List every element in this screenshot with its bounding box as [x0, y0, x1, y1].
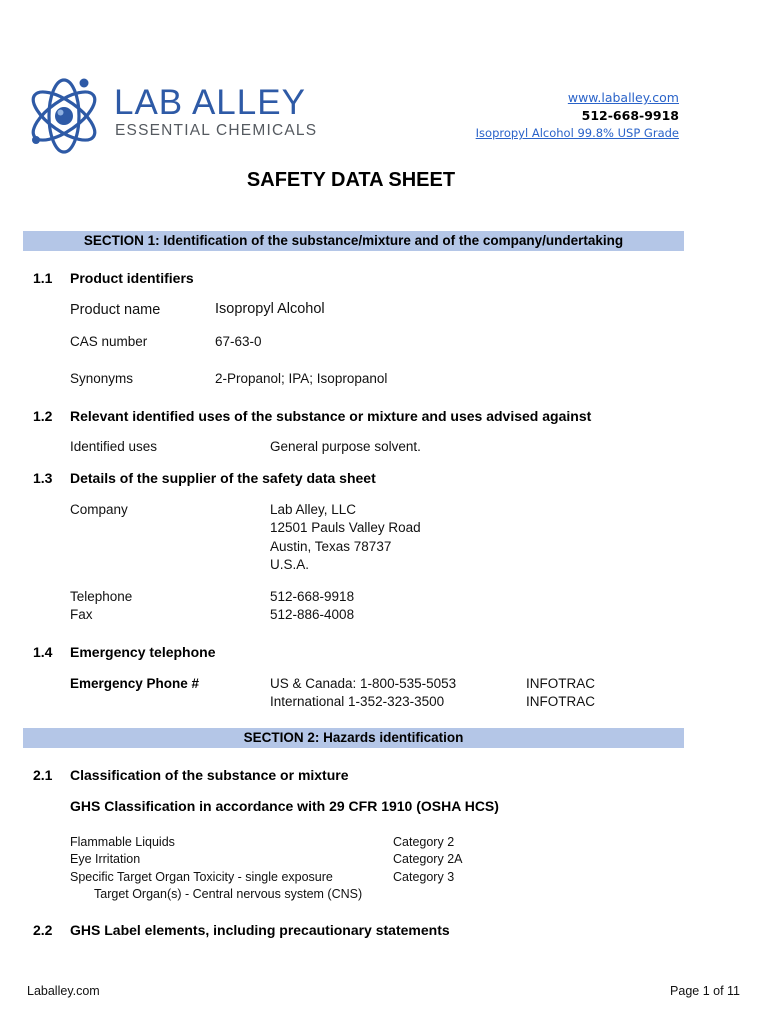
hazard-name: Flammable Liquids	[70, 835, 175, 849]
section-1-heading: SECTION 1: Identification of the substance/mixture and of the company/undertaking	[23, 231, 684, 251]
company-line: U.S.A.	[270, 557, 310, 572]
identified-uses-label: Identified uses	[70, 439, 158, 454]
subsection-title: Classification of the substance or mixture	[70, 767, 349, 783]
identified-uses-value: General purpose solvent.	[270, 439, 421, 454]
company-logo	[24, 70, 324, 162]
subsection-number: 1.1	[33, 270, 53, 286]
fax-value: 512-886-4008	[270, 607, 355, 622]
header-contact	[476, 90, 679, 140]
subsection-number: 1.4	[33, 644, 53, 660]
cas-value: 67-63-0	[215, 334, 262, 349]
telephone-value: 512-668-9918	[270, 589, 355, 604]
telephone-label: Telephone	[70, 589, 133, 604]
hazard-category: Category 3	[393, 870, 455, 884]
company-line: Austin, Texas 78737	[270, 539, 392, 554]
synonyms-label: Synonyms	[70, 371, 134, 386]
fax-label: Fax	[70, 607, 93, 622]
synonyms-value: 2-Propanol; IPA; Isopropanol	[215, 371, 388, 386]
website-link[interactable]: www.laballey.com	[567, 90, 679, 105]
header-phone: 512-668-9918	[581, 108, 679, 123]
company-line: Lab Alley, LLC	[270, 502, 357, 517]
subsection-number: 2.1	[33, 767, 53, 783]
subsection-number: 2.2	[33, 922, 53, 938]
emergency-phone-label: Emergency Phone #	[70, 676, 200, 691]
subsection-title: GHS Label elements, including precautionary statements	[70, 922, 450, 938]
footer-site: Laballey.com	[27, 984, 100, 998]
company-label: Company	[70, 502, 128, 517]
emergency-number: US & Canada: 1-800-535-5053	[270, 676, 457, 691]
hazard-name: Specific Target Organ Toxicity - single exposure	[70, 870, 333, 884]
company-line: 12501 Pauls Valley Road	[270, 520, 421, 535]
subsection-title: Product identifiers	[70, 270, 194, 286]
target-organ: Target Organ(s) - Central nervous system (CNS)	[94, 887, 363, 901]
product-name-value: Isopropyl Alcohol	[215, 301, 325, 317]
cas-label: CAS number	[70, 334, 148, 349]
subsection-number: 1.3	[33, 470, 53, 486]
hazard-category: Category 2A	[393, 852, 463, 866]
subsection-title: Details of the supplier of the safety data sheet	[70, 470, 376, 486]
brand-tagline: ESSENTIAL CHEMICALS	[115, 122, 318, 139]
hazard-name: Eye Irritation	[70, 852, 141, 866]
product-name-label: Product name	[70, 302, 161, 318]
subsection-title: Relevant identified uses of the substance or mixture and uses advised against	[70, 408, 592, 424]
page-title: SAFETY DATA SHEET	[246, 169, 456, 191]
subsection-number: 1.2	[33, 408, 53, 424]
atom-icon	[24, 70, 106, 162]
emergency-provider: INFOTRAC	[526, 676, 595, 691]
brand-name: LAB ALLEY	[114, 83, 306, 122]
footer-page-number: Page 1 of 11	[670, 984, 740, 998]
ghs-classification-heading: GHS Classification in accordance with 29 CFR 1910 (OSHA HCS)	[70, 798, 499, 814]
emergency-provider: INFOTRAC	[526, 694, 595, 709]
product-link[interactable]: Isopropyl Alcohol 99.8% USP Grade	[475, 126, 679, 140]
subsection-title: Emergency telephone	[70, 644, 216, 660]
section-2-heading: SECTION 2: Hazards identification	[23, 728, 684, 748]
hazard-category: Category 2	[393, 835, 455, 849]
emergency-number: International 1-352-323-3500	[270, 694, 445, 709]
